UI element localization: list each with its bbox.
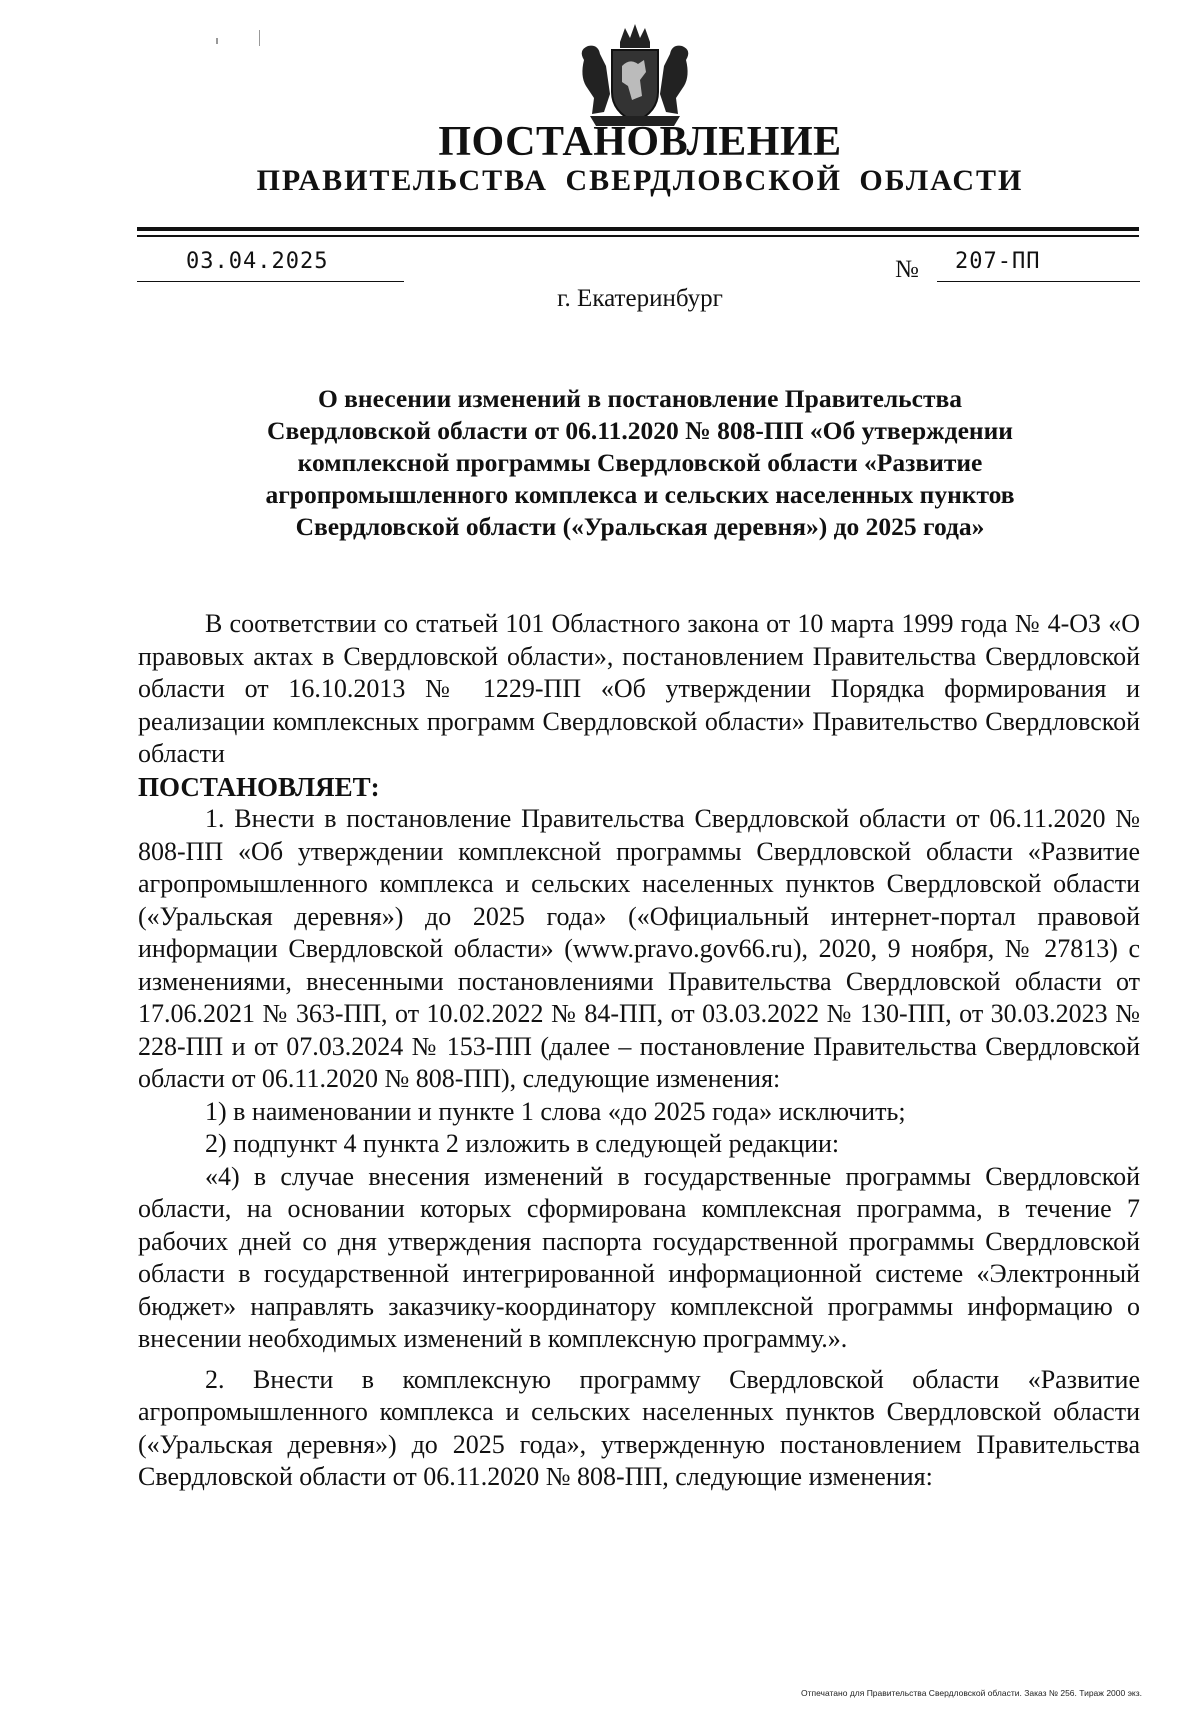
preamble-paragraph: В соответствии со статьей 101 Областного закона от 10 марта 1999 года № 4-ОЗ «О правовых актах в Свердловской области», постановлением Правительства Свердловской области от 16.10.2013 № 1229-ПП «Об утверждении Порядка формирования и реализации комплексных программ Свердловской области» Правительство Свердловской области	[138, 609, 1140, 768]
subitem-1-paragraph: 1) в наименовании и пункте 1 слова «до 2025 года» исключить;	[205, 1096, 906, 1126]
document-subject	[190, 383, 1090, 543]
sverdlovsk-coat-of-arms-icon	[570, 20, 700, 132]
scan-artifact	[216, 38, 218, 44]
item-2-paragraph: 2. Внести в комплексную программу Свердловской области «Развитие агропромышленного комплекса и сельских населенных пунктов Свердловской области («Уральская деревня») до 2025 года», утвержденную постановлением Правительства Свердловской области от 06.11.2020 № 808-ПП, следующие изменения:	[138, 1364, 1140, 1491]
document-date: 03.04.2025	[186, 249, 329, 274]
subject-line: Свердловской области («Уральская деревня») до 2025 года»	[295, 512, 985, 541]
header-divider-thick	[137, 227, 1139, 231]
subject-line: Свердловской области от 06.11.2020 № 808-ПП «Об утверждении	[267, 416, 1013, 445]
number-underline	[937, 281, 1140, 282]
document-number: 207-ПП	[955, 249, 1041, 274]
subject-line: агропромышленного комплекса и сельских населенных пунктов	[265, 480, 1015, 509]
document-city: г. Екатеринбург	[557, 285, 723, 312]
issuer-title: ПРАВИТЕЛЬСТВА СВЕРДЛОВСКОЙ ОБЛАСТИ	[256, 164, 1024, 197]
number-sign: №	[895, 256, 919, 283]
document-body	[138, 608, 1140, 1494]
subitem-2-paragraph: 2) подпункт 4 пункта 2 изложить в следующей редакции:	[205, 1129, 840, 1158]
resolution-verb: ПОСТАНОВЛЯЕТ:	[138, 771, 380, 802]
scan-artifact	[259, 30, 260, 46]
item-1-paragraph: 1. Внести в постановление Правительства Свердловской области от 06.11.2020 № 808-ПП «Об утверждении комплексной программы Свердловской области «Развитие агропромышленного комплекса и сельских населенных пунктов Свердловской области («Уральская деревня») до 2025 года» («Официальный интернет-портал правовой информации Свердловской области» (www.pravo.gov66.ru), 2020, 9 ноября, № 27813) с изменениями, внесенными постановлениями Правительства Свердловской области от 17.06.2021 № 363-ПП, от 10.02.2022 № 84-ПП, от 03.03.2022 № 130-ПП, от 30.03.2023 № 228-ПП и от 07.03.2024 № 153-ПП (далее – постановление Правительства Свердловской области от 06.11.2020 № 808-ПП), следующие изменения:	[138, 804, 1140, 1093]
document-title: ПОСТАНОВЛЕНИЕ	[438, 119, 842, 165]
subject-line: комплексной программы Свердловской области «Развитие	[297, 448, 983, 477]
subject-line: О внесении изменений в постановление Правительства	[317, 384, 963, 413]
header-divider-thin	[137, 235, 1139, 237]
date-underline	[137, 281, 404, 282]
quoted-amendment-paragraph: «4) в случае внесения изменений в государственные программы Свердловской области, на основании которых сформирована комплексная программа, в течение 7 рабочих дней со дня утверждения паспорта государственной программы Свердловской области в государственной интегрированной информационной системе «Электронный бюджет» направлять заказчику-координатору комплексной программы информацию о внесении необходимых изменений в комплексную программу.».	[138, 1161, 1140, 1353]
print-footer-note: Отпечатано для Правительства Свердловской области. Заказ № 256. Тираж 2000 экз.	[800, 1688, 1142, 1698]
